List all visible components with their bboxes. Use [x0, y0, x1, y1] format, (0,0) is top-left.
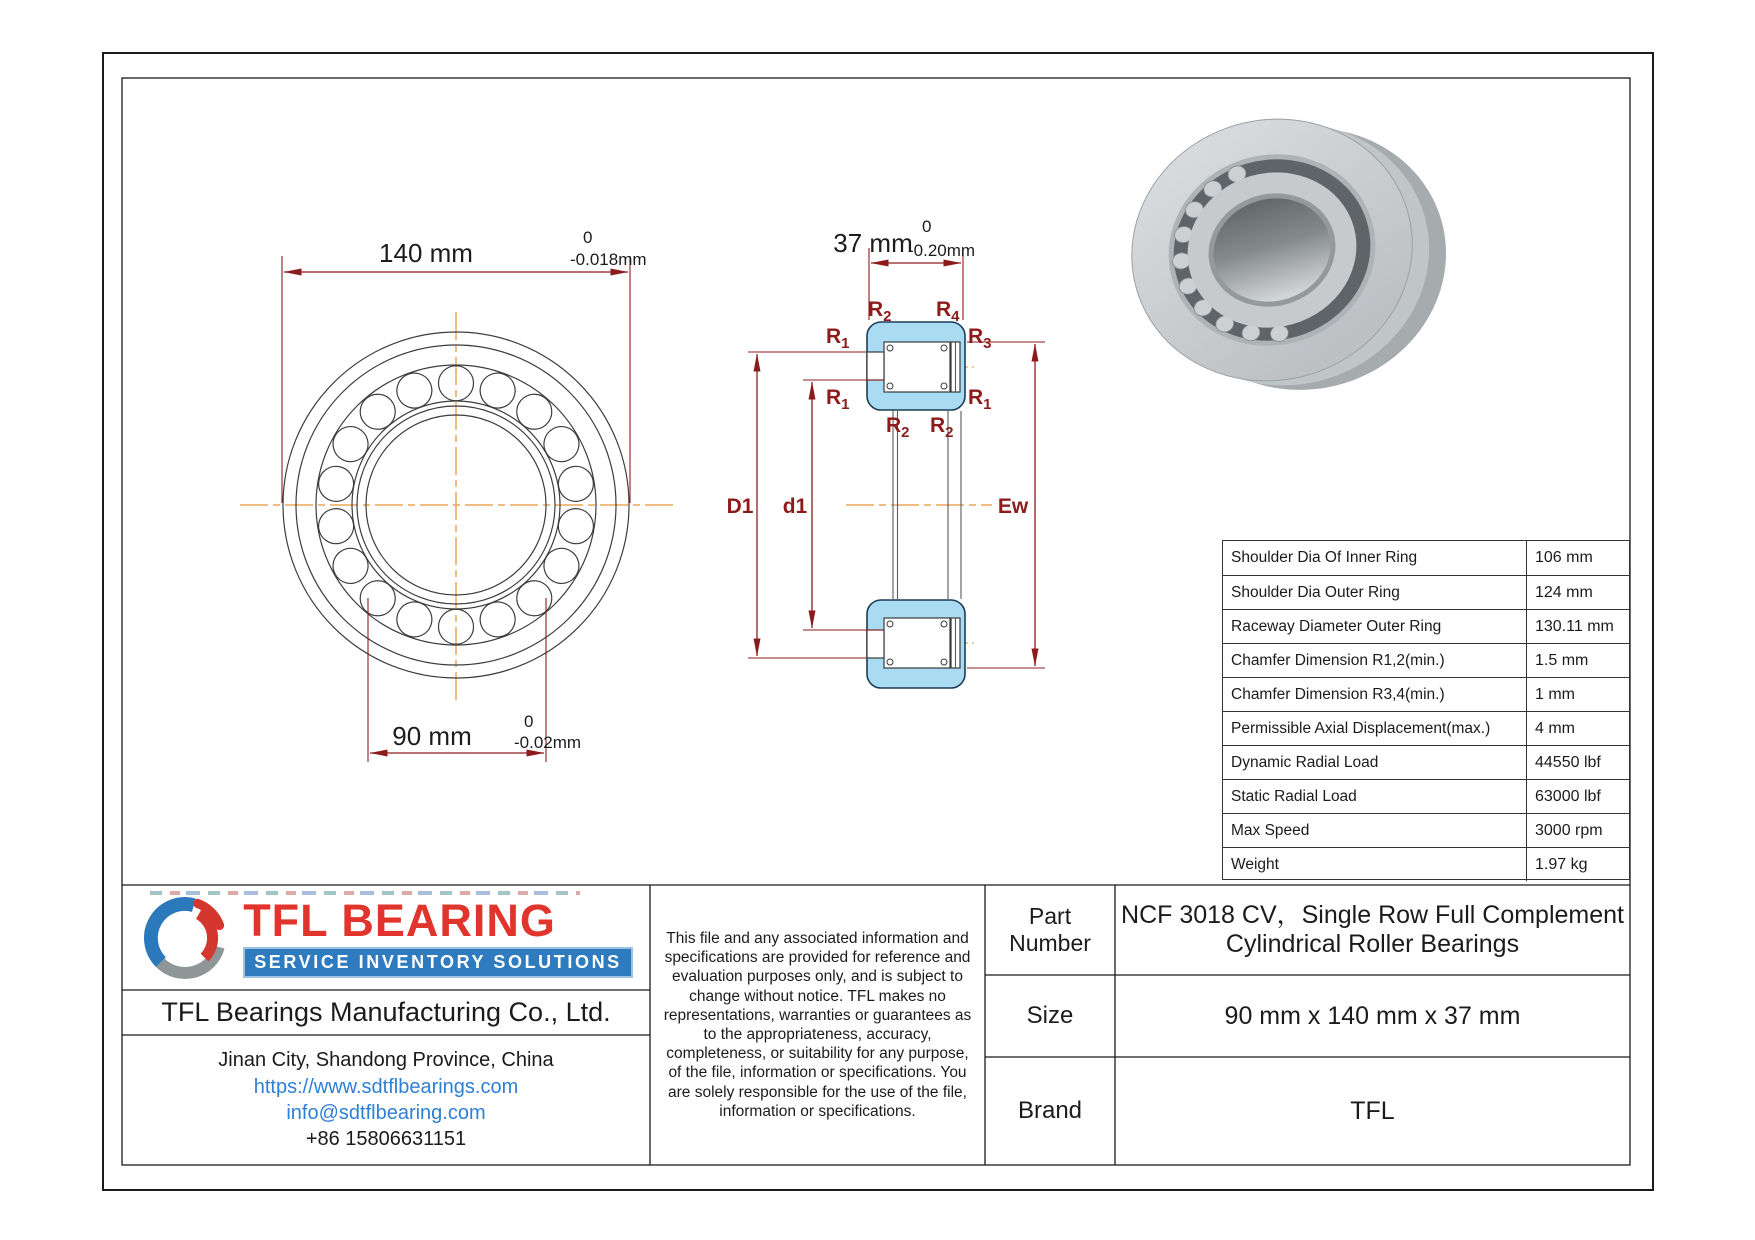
- table-row: [1223, 847, 1629, 881]
- field-label-part-number: Part Number: [1009, 903, 1091, 956]
- table-row: [1223, 711, 1629, 745]
- chamfer-label-r1-lower-left: $R_1$: [826, 386, 850, 413]
- bore-diameter-dim: 90 mm: [392, 721, 472, 751]
- logo-brand-text: TFL BEARING: [243, 894, 556, 946]
- chamfer-label-r3-upper-right: $R_3$: [968, 325, 992, 352]
- label-d1: d1: [782, 495, 808, 518]
- field-label-size: Size: [1026, 1002, 1074, 1029]
- width-tol-lower: -0.20mm: [908, 241, 976, 260]
- spec-label: Chamfer Dimension R1,2(min.): [1231, 651, 1445, 669]
- spec-label: Shoulder Dia Of Inner Ring: [1231, 549, 1418, 566]
- spec-value: 1.5 mm: [1526, 644, 1629, 677]
- field-value-size: 90 mm x 140 mm x 37 mm: [1224, 1001, 1521, 1030]
- table-row: [1223, 745, 1629, 779]
- logo-tagline: SERVICE INVENTORY SOLUTIONS: [243, 947, 633, 978]
- company-website-link[interactable]: https://www.sdtflbearings.com: [253, 1075, 519, 1098]
- spec-value: 106 mm: [1526, 541, 1629, 575]
- spec-label: Chamfer Dimension R3,4(min.): [1231, 685, 1445, 703]
- chamfer-label-r2-top-left: $R_2$: [868, 298, 892, 325]
- field-value-part-number: NCF 3018 CV，Single Row Full Complement Cylindrical Roller Bearings: [1121, 901, 1624, 958]
- outer-diameter-tol-lower: -0.018mm: [570, 250, 647, 269]
- spec-value: 130.11 mm: [1526, 610, 1629, 643]
- width-tol-upper: 0: [922, 217, 932, 236]
- spec-value: 3000 rpm: [1526, 814, 1629, 847]
- chamfer-label-r4-top-right: $R_4$: [936, 298, 960, 325]
- bore-diameter-tol-lower: -0.02mm: [514, 733, 582, 752]
- chamfer-label-r2-bottom-right: $R_2$: [930, 414, 954, 441]
- company-phone: +86 15806631151: [305, 1128, 467, 1151]
- table-row: [1223, 541, 1629, 575]
- bore-diameter-tol-upper: 0: [524, 712, 534, 731]
- spec-label: Static Radial Load: [1231, 787, 1357, 805]
- label-D1: D1: [726, 495, 754, 518]
- outer-diameter-dim: 140 mm: [379, 238, 473, 268]
- spec-label: Raceway Diameter Outer Ring: [1231, 617, 1442, 635]
- spec-label: Dynamic Radial Load: [1231, 753, 1379, 771]
- spec-value: 1.97 kg: [1526, 848, 1629, 881]
- chamfer-label-r1-upper-left: $R_1$: [826, 325, 850, 352]
- table-row: [1223, 677, 1629, 711]
- disclaimer-text: This file and any associated information and specifications are provided for reference and evaluation purposes only, and is subject to change without notice. TFL makes no representations, warranties or guarantees as to the appropriateness, accuracy, completeness, or suitability for any purpose, of the file, information or specifications. You are solely responsible for the use of the file, information or specifications.: [663, 929, 972, 1120]
- table-row: [1223, 643, 1629, 677]
- table-row: [1223, 609, 1629, 643]
- spec-value: 44550 lbf: [1526, 746, 1629, 779]
- company-address: Jinan City, Shandong Province, China: [218, 1049, 554, 1072]
- chamfer-label-r1-lower-right: $R_1$: [968, 386, 992, 413]
- spec-label: Shoulder Dia Outer Ring: [1231, 583, 1400, 601]
- table-row: [1223, 575, 1629, 609]
- table-row: [1223, 779, 1629, 813]
- label-Ew: Ew: [997, 495, 1029, 518]
- bearing-3d-render: [1101, 78, 1478, 431]
- spec-value: 1 mm: [1526, 678, 1629, 711]
- spec-value: 63000 lbf: [1526, 780, 1629, 813]
- outer-diameter-tol-upper: 0: [583, 228, 593, 247]
- spec-table: [1222, 540, 1630, 880]
- width-dim: 37 mm: [833, 228, 913, 258]
- spec-value: 4 mm: [1526, 712, 1629, 745]
- company-email-link[interactable]: info@sdtflbearing.com: [286, 1102, 486, 1124]
- chamfer-label-r2-bottom-left: $R_2$: [886, 414, 910, 441]
- company-contact-block: [122, 1035, 650, 1165]
- tfl-swirl-logo-icon: [139, 892, 231, 984]
- spec-label: Weight: [1231, 855, 1279, 873]
- spec-label: Max Speed: [1231, 821, 1310, 839]
- spec-value: 124 mm: [1526, 576, 1629, 609]
- field-value-brand: TFL: [1350, 1096, 1395, 1125]
- spec-label: Permissible Axial Displacement(max.): [1231, 719, 1491, 737]
- company-name: TFL Bearings Manufacturing Co., Ltd.: [161, 997, 611, 1027]
- field-label-brand: Brand: [1017, 1097, 1083, 1124]
- company-logo: [122, 885, 650, 990]
- table-row: [1223, 813, 1629, 847]
